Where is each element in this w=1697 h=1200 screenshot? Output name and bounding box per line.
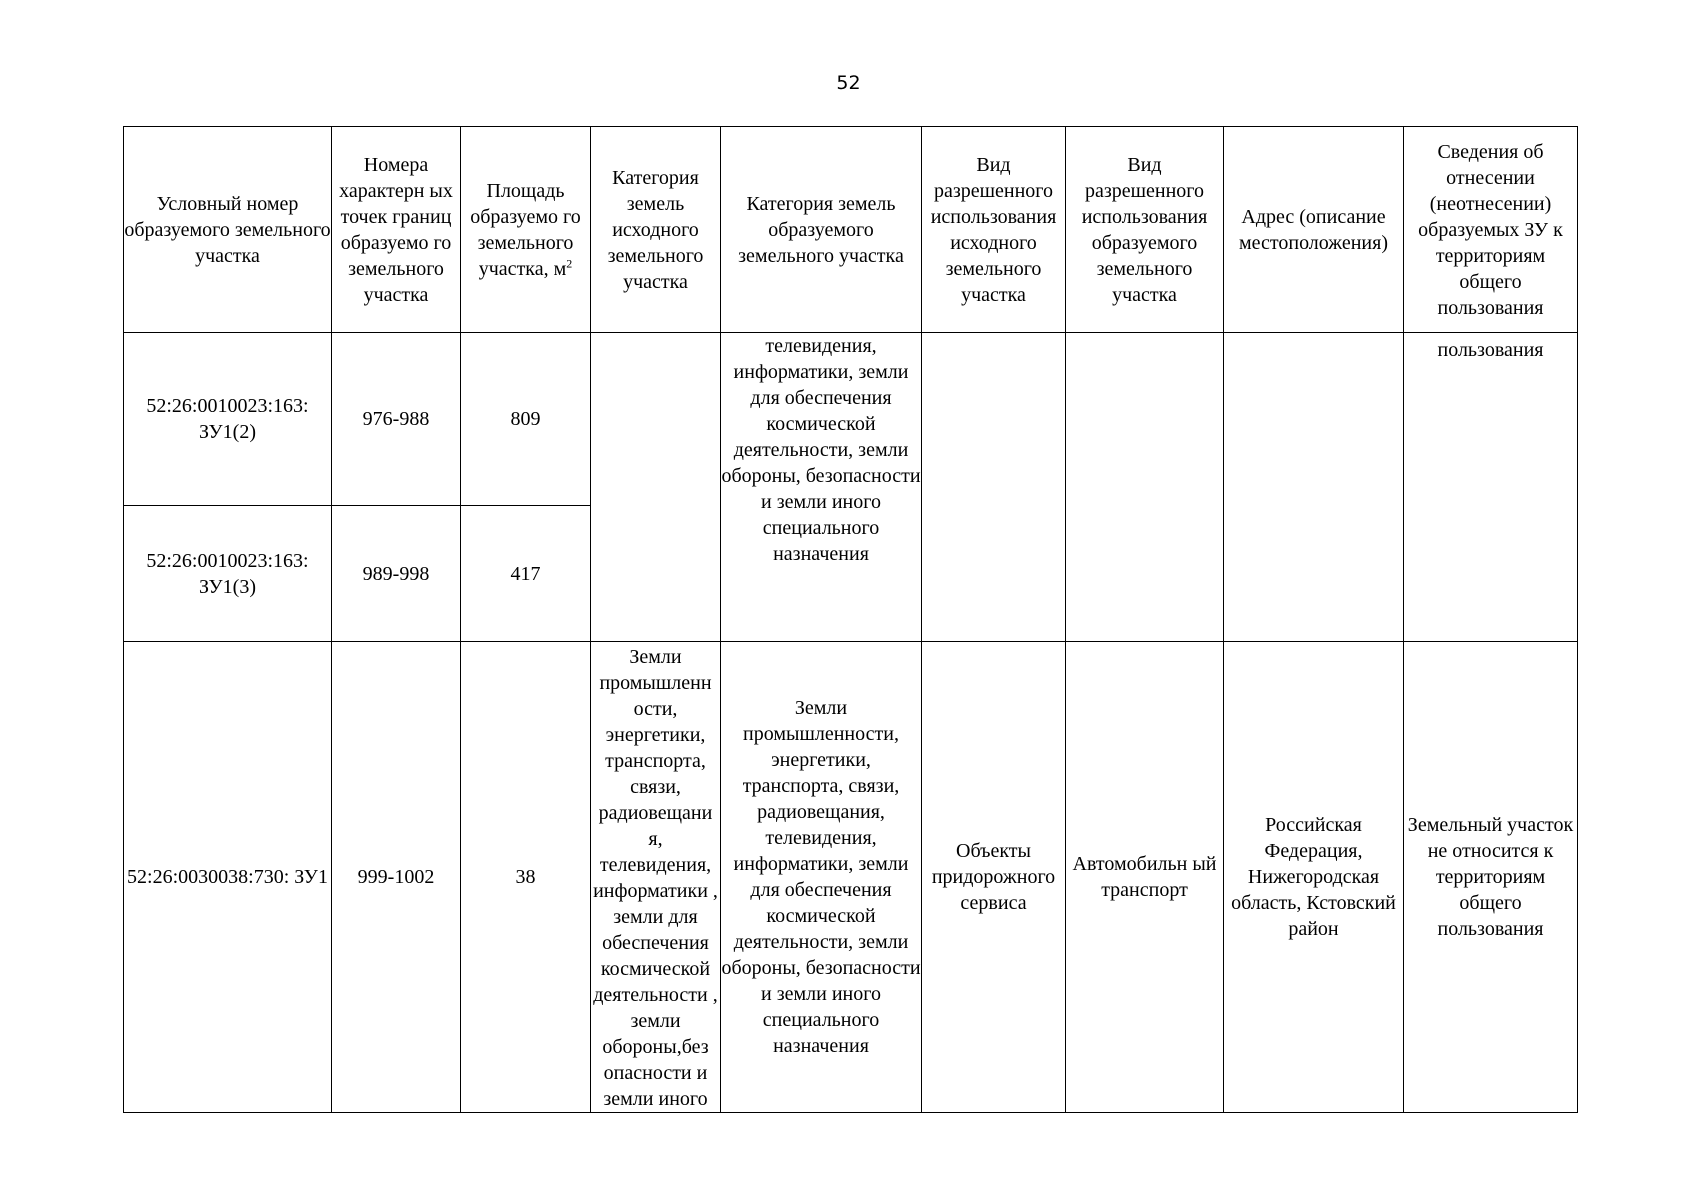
- header-new-category: Категория земель образуемого земельного участка: [721, 127, 922, 333]
- public-use-cell: Земельный участок не относится к территориям общего пользования: [1404, 642, 1578, 1113]
- area-cell: 417: [461, 506, 591, 642]
- header-src-category: Категория земель исходного земельного участка: [591, 127, 721, 333]
- address-cell: Российская Федерация, Нижегородская область, Кстовский район: [1224, 642, 1404, 1113]
- header-cond-number: Условный номер образуемого земельного участка: [124, 127, 332, 333]
- src-use-cell: [922, 333, 1066, 642]
- cond-number-cell: 52:26:0030038:730: ЗУ1: [124, 642, 332, 1113]
- area-cell: 809: [461, 333, 591, 506]
- cond-number-cell: 52:26:0010023:163: ЗУ1(3): [124, 506, 332, 642]
- page-number: 52: [836, 72, 861, 94]
- src-use-cell: Объекты придорожного сервиса: [922, 642, 1066, 1113]
- src-category-cell: [591, 333, 721, 642]
- header-src-use: Вид разрешенного использования исходного земельного участка: [922, 127, 1066, 333]
- points-cell: 976-988: [332, 333, 461, 506]
- header-area-text: Площадь образуемо го земельного участка, м: [470, 179, 581, 280]
- header-points: Номера характерн ых точек границ образуемо го земельного участка: [332, 127, 461, 333]
- points-cell: 989-998: [332, 506, 461, 642]
- table-row: [124, 642, 1578, 1113]
- cond-number-cell: 52:26:0010023:163: ЗУ1(2): [124, 333, 332, 506]
- new-category-continued-cell: телевидения, информатики, земли для обеспечения космической деятельности, земли обороны, безопасности и земли иного специального назначения: [721, 333, 922, 642]
- header-new-use: Вид разрешенного использования образуемого земельного участка: [1066, 127, 1224, 333]
- public-use-continued-cell: пользования: [1404, 333, 1578, 642]
- header-row: [124, 127, 1578, 333]
- header-public-use: Сведения об отнесении (неотнесении) образуемых ЗУ к территориям общего пользования: [1404, 127, 1578, 333]
- land-plots-table: [123, 126, 1578, 1113]
- area-cell: 38: [461, 642, 591, 1113]
- header-area-unit-sup: 2: [566, 255, 573, 270]
- header-area: [461, 127, 591, 333]
- new-use-cell: [1066, 333, 1224, 642]
- src-category-cell: Земли промышленн ости, энергетики, транспорта, связи, радиовещани я, телевидения, информатики , земли для обеспечения космической деятельности , земли обороны,без опасности и земли иного: [591, 642, 721, 1113]
- header-address: Адрес (описание местоположения): [1224, 127, 1404, 333]
- new-use-cell: Автомобильн ый транспорт: [1066, 642, 1224, 1113]
- table-row: [124, 333, 1578, 506]
- address-cell: [1224, 333, 1404, 642]
- new-category-cell: Земли промышленности, энергетики, транспорта, связи, радиовещания, телевидения, информатики, земли для обеспечения космической деятельности, земли обороны, безопасности и земли иного специального назначения: [721, 642, 922, 1113]
- points-cell: 999-1002: [332, 642, 461, 1113]
